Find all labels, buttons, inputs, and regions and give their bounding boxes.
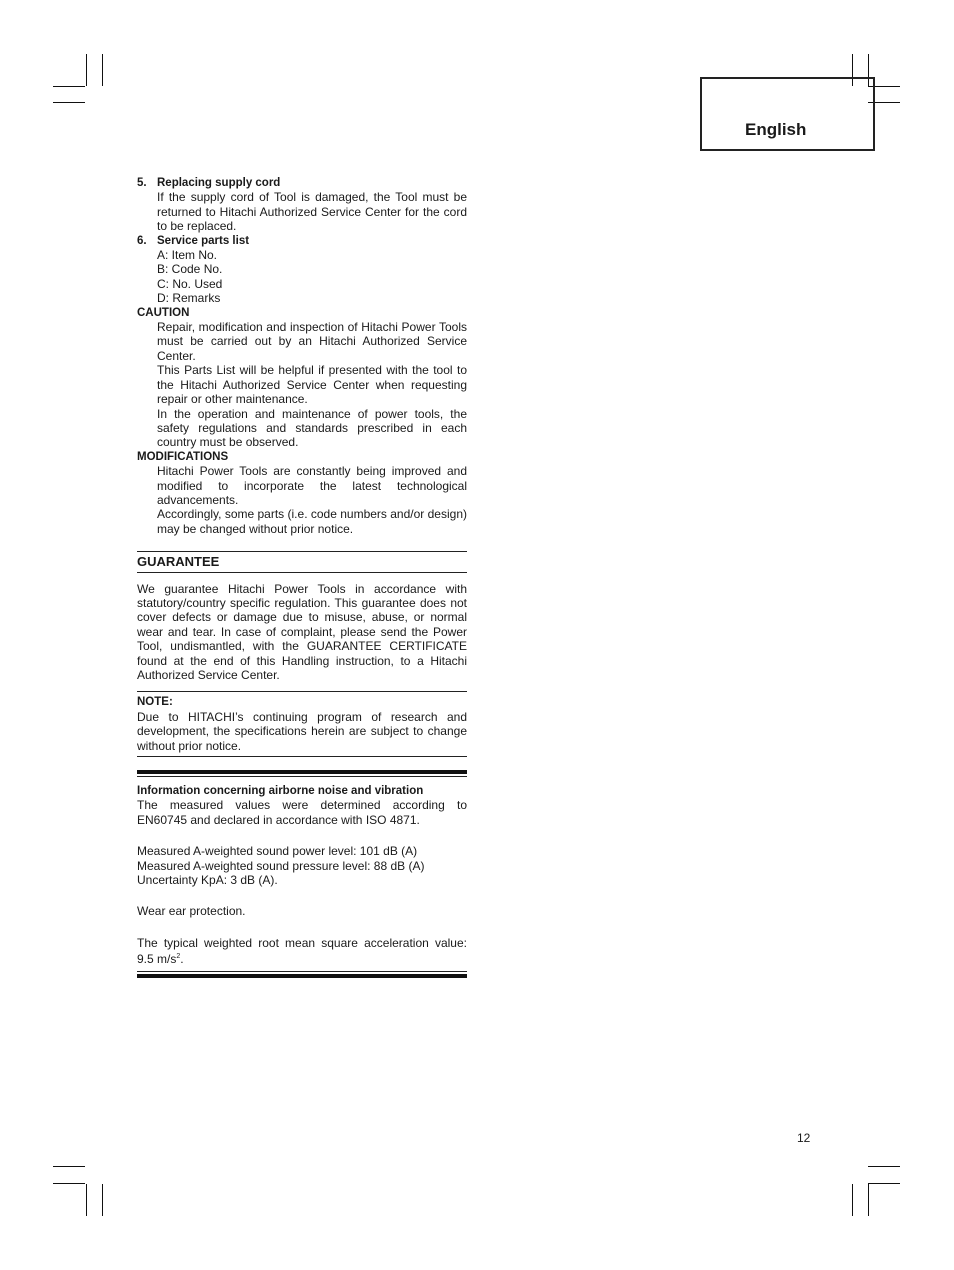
section-5-text: If the supply cord of Tool is damaged, the Tool must be returned to Hitachi Authorized Service Center for the cord to be replaced.: [157, 190, 467, 234]
divider: [137, 756, 467, 757]
modifications-heading: MODIFICATIONS: [137, 450, 229, 463]
uncertainty: Uncertainty KpA: 3 dB (A).: [137, 873, 278, 888]
list-item: D: Remarks: [157, 291, 221, 306]
list-item: B: Code No.: [157, 262, 223, 277]
ear-protection: Wear ear protection.: [137, 904, 246, 919]
caution-paragraph: In the operation and maintenance of power tools, the safety regulations and standards prescribed in each country must be observed.: [157, 406, 467, 450]
crop-mark: [53, 102, 85, 103]
thick-divider: [137, 974, 467, 978]
crop-mark: [102, 54, 103, 86]
divider: [137, 971, 467, 972]
sound-power-level: Measured A-weighted sound power level: 101 dB (A): [137, 844, 418, 859]
thick-divider: [137, 770, 467, 774]
crop-mark: [102, 1184, 103, 1216]
guarantee-text: We guarantee Hitachi Power Tools in accordance with statutory/country specific regulation. This guarantee does not cover defects or damage due to misuse, abuse, or normal wear and tear. In case of complaint, please send the Power Tool, undismantled, with the GUARANTEE CERTIFICATE found at the end of this Handling instruction, to a Hitachi Authorized Service Center.: [137, 581, 467, 682]
language-label: English: [745, 120, 807, 139]
section-5-heading: 5. Replacing supply cord: [137, 177, 281, 189]
crop-mark: [868, 1183, 900, 1184]
crop-mark: [53, 1183, 85, 1184]
crop-mark: [86, 1184, 87, 1216]
crop-mark: [868, 1166, 900, 1167]
caution-paragraph: This Parts List will be helpful if presented with the tool to the Hitachi Authorized Service Center when requesting repair or other maintenance.: [157, 363, 467, 407]
divider: [137, 776, 467, 777]
crop-mark: [86, 54, 87, 86]
noise-heading: Information concerning airborne noise and vibration: [137, 785, 424, 798]
caution-paragraph: Repair, modification and inspection of Hitachi Power Tools must be carried out by an Hitachi Authorized Service Center.: [157, 320, 467, 363]
list-item: A: Item No.: [157, 248, 218, 263]
list-item: C: No. Used: [157, 276, 223, 291]
note-text: Due to HITACHI’s continuing program of research and development, the specifications herein are subject to change without prior notice.: [137, 709, 467, 753]
noise-intro: The measured values were determined according to EN60745 and declared in accordance with ISO 4871.: [137, 798, 467, 827]
crop-mark: [53, 1166, 85, 1167]
caution-heading: CAUTION: [137, 306, 190, 319]
modifications-paragraph: Hitachi Power Tools are constantly being improved and modified to incorporate the latest technological advancements.: [157, 464, 467, 507]
crop-mark: [852, 1184, 853, 1216]
crop-mark: [868, 1184, 869, 1216]
divider: [137, 691, 467, 692]
page-number: 12: [797, 1131, 811, 1145]
guarantee-heading: GUARANTEE: [137, 552, 467, 572]
main-column: [137, 176, 467, 978]
note-heading: NOTE:: [137, 696, 173, 709]
modifications-paragraph: Accordingly, some parts (i.e. code numbers and/or design) may be changed without prior notice.: [157, 507, 467, 536]
vibration-value: The typical weighted root mean square acceleration value: 9.5 $m/s^2$.: [137, 935, 467, 967]
sound-pressure-level: Measured A-weighted sound pressure level: 88 dB (A): [137, 858, 425, 873]
crop-mark: [53, 86, 85, 87]
language-box: [700, 77, 875, 151]
section-6-heading: 6. Service parts list: [137, 234, 250, 247]
